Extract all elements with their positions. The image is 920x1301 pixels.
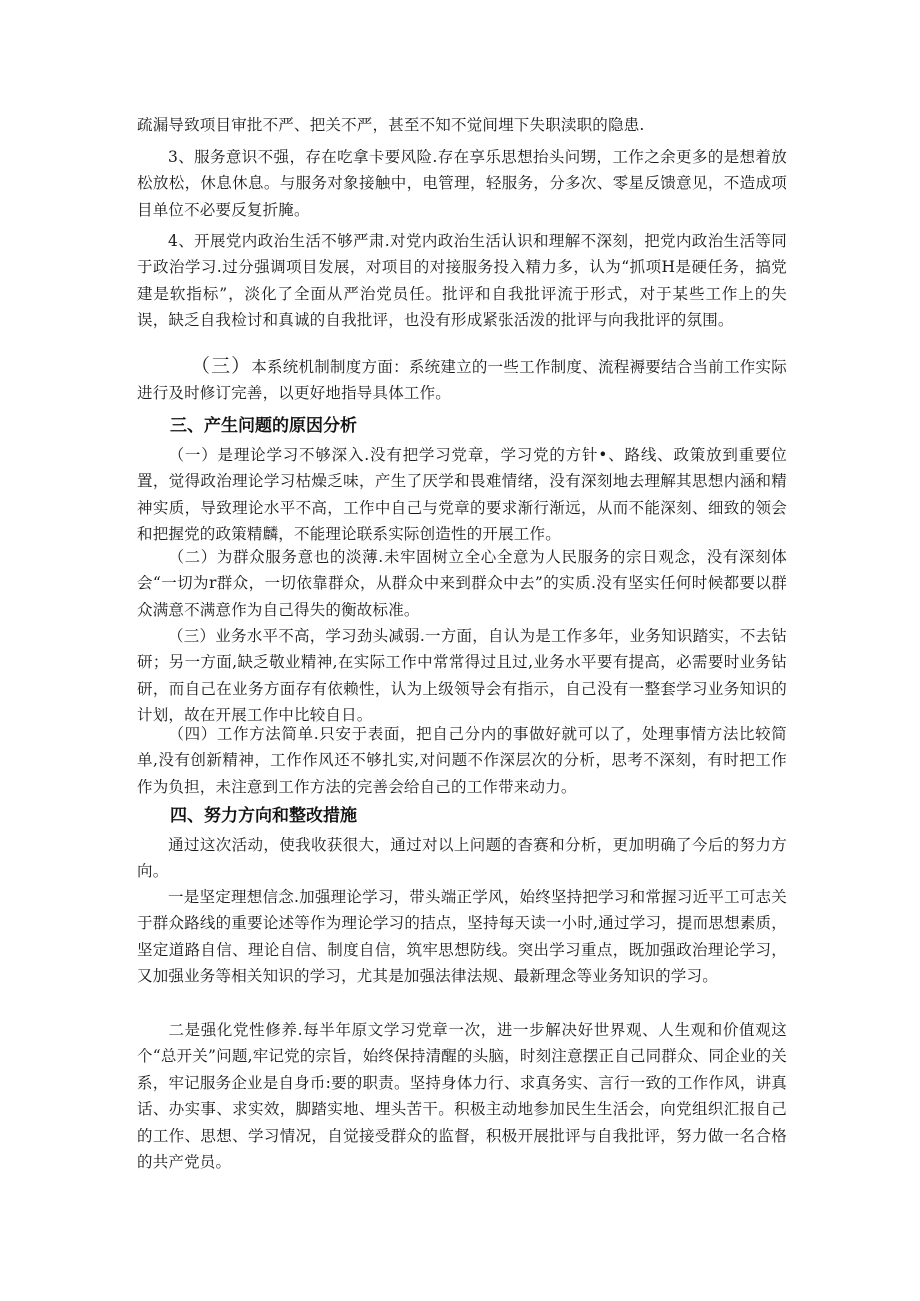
paragraph-continuation — [137, 112, 787, 138]
heading-cause-analysis: 三、产生问题的原因分析 — [170, 416, 357, 436]
paragraph-cause-4 — [137, 721, 787, 800]
paragraph-text: 一是坚定理想信念.加强理论学习，带头端正学风，始终坚持把学习和常握习近平工可志关于群众路线的重要论述等作为理论学习的拮点，坚持每天读一小时,通过学习，提而思想素质，坚定道路自信、理论自信、制度自信，筑牢思想防线。突出学习重点，既加强政治理论学习，又加强业务等相关知识的学习，尤其是加强法律法规、最新理念等业务知识的学习。 — [137, 888, 787, 986]
paragraph-text: （二）为群众服务意也的淡薄.未牢固树立全心全意为人民服务的宗日观念，没有深刻体会“一切为r群众，一切依靠群众，从群众中来到群众中去”的实质.没有坚实任何时候都要以群众满意不满意作为自己得失的衡故标准。 — [137, 548, 787, 619]
paragraph-text: 二是强化党性修养.每半年原文学习党章一次，进一步解决好世界观、人生观和价值观这个“总开关”问题,牢记党的宗旨，始终保持清醒的头脑，时刻注意摆正自己同群众、同企业的关系，牢记服务企业是自身币:要的职责。坚持身体力行、求真务实、言行一致的工作作风，讲真话、办实事、求实效，脚踏实地、埋头苦干。积极主动地参加民生生活会，向党组织汇报自己的工作、思想、学习情况，自觉接受群众的监督，积极开展批评与自我批评，努力做一名合格的共产党员。 — [137, 1021, 787, 1172]
paragraph-measure-2 — [137, 1017, 787, 1175]
section-number: （三） — [191, 355, 252, 377]
heading-improvement-measures: 四、努力方向和整改措施 — [170, 806, 357, 826]
paragraph-text: 3、服务意识不强，存在吃拿卡要风险.存在享乐思想抬头问甥，工作之余更多的是想着放松放松，休息休息。与服务对象接触中，电管理，轻服务，分多次、零星反馈意见，不造成项目单位不必要反复折腌。 — [137, 148, 787, 219]
paragraph-text: 4、开展党内政治生活不够严肃.对党内政治生活认识和理解不深刻，把党内政治生活等同于政治学习.过分强调项目发展，对项目的对接服务投入精力多，认为“抓项H是硬任务，搞党建是软指标”，淡化了全面从严治党员任。批评和自我批评流于形式，对于某些工作上的失误，缺乏自我检讨和真诚的自我批评，也没有形成紧张活泼的批评与向我批评的氛围。 — [137, 232, 787, 330]
paragraph-cause-3 — [137, 623, 787, 729]
paragraph-text: （三）业务水平不高，学习劲头减弱.一方面，自认为是工作多年，业务知识踏实，不去钻研；另一方面,缺乏敬业精神,在实际工作中常常得过且过,业务水平要有提高，必需要时业务钻研，而自己在业务方面存有依赖性，认为上级领导会有指示，自己没有一整套学习业务知识的计划，故在开展工作中比较自日。 — [137, 627, 787, 725]
paragraph-text: （一）是理论学习不够深入.没有把学习党章，学习党的方针•、路线、政策放到重要位置，觉得政治理论学习枯燥乏味，产生了厌学和畏难情绪，没有深刻地去理解其思想内涵和精神实质，导致理论水平不高，工作中自己与党章的要求渐行渐远，从而不能深刻、细致的领会和把握党的政策精麟，不能理论联系实际创造性的开展工作。 — [137, 446, 787, 544]
paragraph-cause-2 — [137, 544, 787, 623]
paragraph-item-3 — [137, 144, 787, 223]
paragraph-text: （四）工作方法简单.只安于表面，把自己分内的事做好就可以了，处理事情方法比较简单,没有创新精神，工作作风还不够扎实,对问题不作深层次的分析，思考不深刻，有时把工作作为负担，未注意到工作方法的完善会给自己的工作带来动力。 — [137, 725, 787, 796]
paragraph-text: 本系统机制制度方面：系统建立的一些工作制度、流程褥要结合当前工作实际进行及时修订完善，以更好地指导具体工作。 — [137, 358, 787, 403]
paragraph-system-mechanism — [137, 353, 787, 407]
paragraph-text: 疏漏导致项目审批不严、把关不严，甚至不知不觉间埋下失职渎职的隐患. — [137, 116, 645, 134]
paragraph-item-4 — [137, 228, 787, 334]
paragraph-cause-1 — [137, 442, 787, 548]
paragraph-intro — [137, 832, 787, 885]
paragraph-measure-1 — [137, 884, 787, 990]
paragraph-text: 通过这次活动，使我收获很大，通过对以上问题的杳赛和分析，更加明确了今后的努力方向。 — [137, 836, 787, 881]
